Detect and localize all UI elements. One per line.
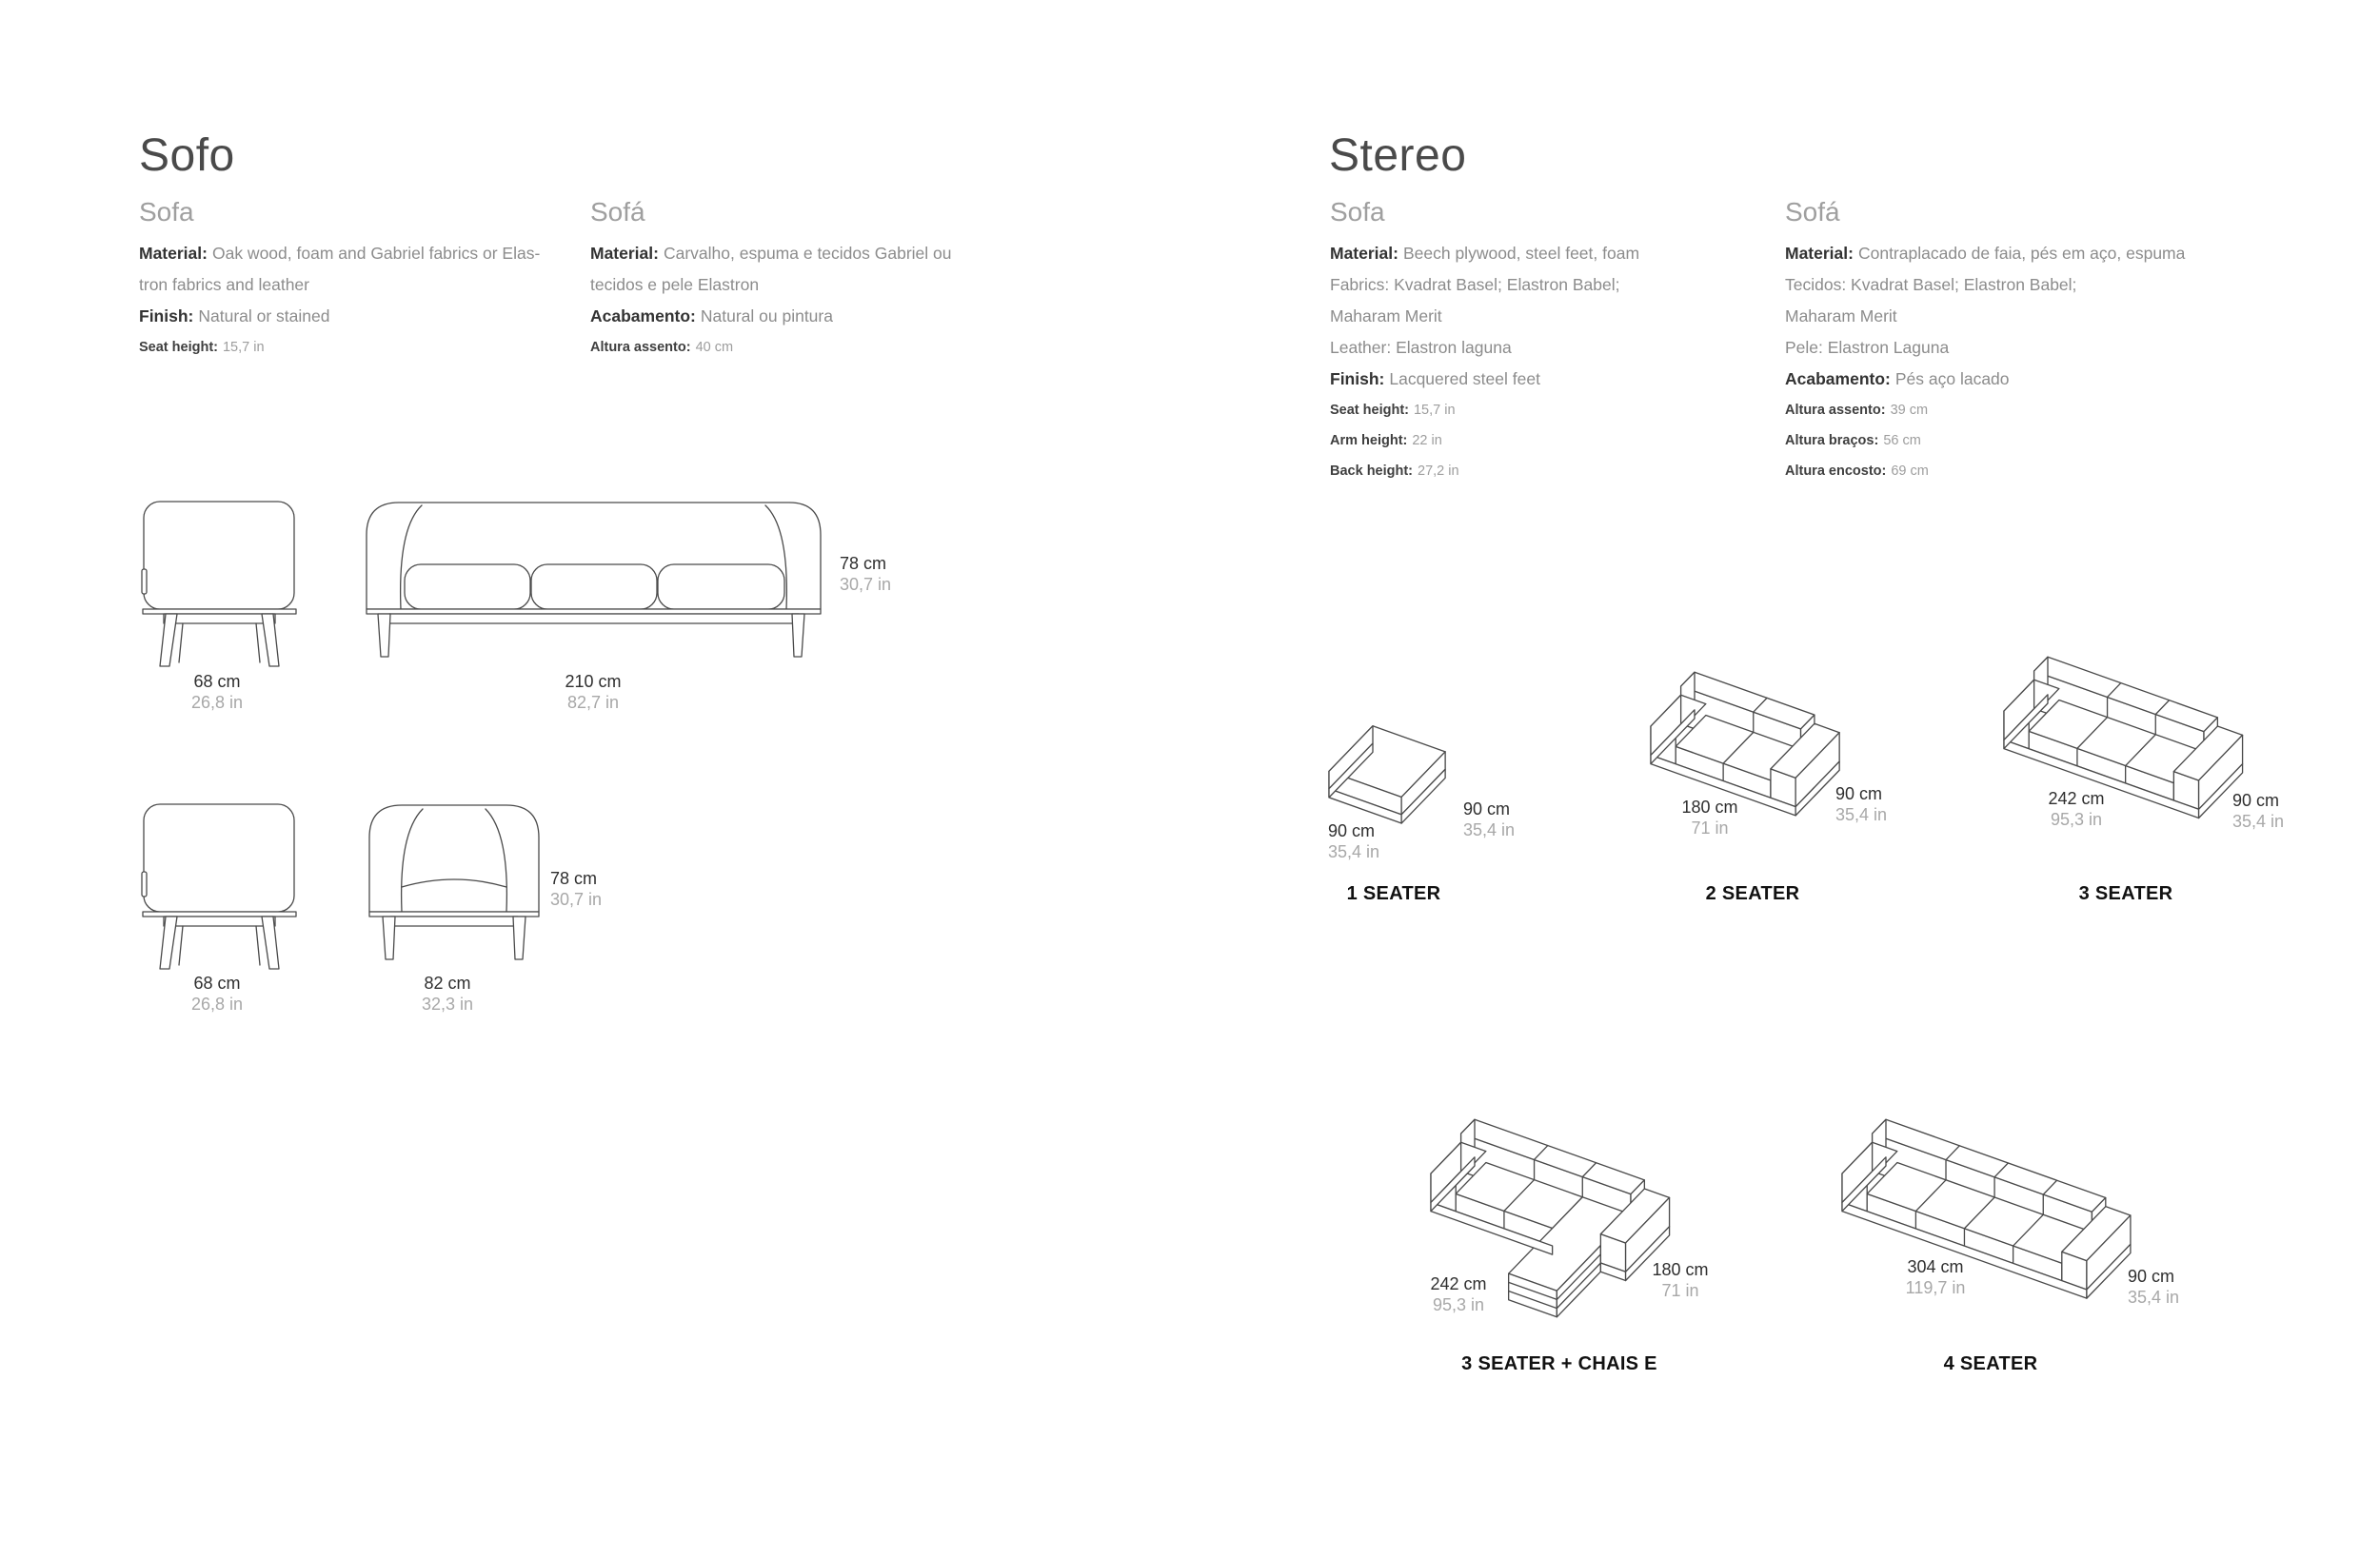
dim-3seater-width: 242 cm 95,3 in <box>2048 789 2105 829</box>
spec-line: Maharam Merit <box>1785 306 1897 325</box>
spec-line: Seat height: 15,7 in <box>1330 403 1456 418</box>
stereo-1-seater-drawing <box>1329 725 1449 826</box>
sofo-side-view-drawing <box>141 501 301 672</box>
module-label-2-seater: 2 SEATER <box>1705 883 1800 904</box>
dim-sofo-row1-side-width: 68 cm 26,8 in <box>190 672 244 712</box>
module-label-3-seater-chaise: 3 SEATER + CHAIS E <box>1461 1353 1657 1374</box>
spec-line: Finish: Lacquered steel feet <box>1330 369 1540 388</box>
spec-line: Tecidos: Kvadrat Basel; Elastron Babel; <box>1785 275 2077 294</box>
spec-line: Material: Carvalho, espuma e tecidos Gabriel ou <box>590 244 952 263</box>
dim-1seater-width: 90 cm 35,4 in <box>1328 821 1380 861</box>
spec-line: Altura braços: 56 cm <box>1785 433 1921 448</box>
dim-sofo-row2-side-width: 68 cm 26,8 in <box>190 974 244 1014</box>
spec-line: Leather: Elastron laguna <box>1330 338 1512 357</box>
armchair-front-outline <box>369 805 539 959</box>
dim-sofo-row1-height: 78 cm 30,7 in <box>840 554 892 594</box>
spec-line: Finish: Natural or stained <box>139 306 330 325</box>
dim-1seater-depth: 90 cm 35,4 in <box>1463 799 1516 839</box>
sofo-armchair-front-drawing <box>367 803 541 975</box>
stereo-specs-pt <box>1785 196 2232 486</box>
sofo-specs-pt <box>590 196 1038 363</box>
dim-sofo-row1-sofa-width: 210 cm 82,7 in <box>565 672 622 712</box>
stereo-2-seater-drawing <box>1651 672 1840 817</box>
spec-line: Maharam Merit <box>1330 306 1442 325</box>
sofa-front-outline <box>367 503 821 657</box>
sofo-side-view-drawing <box>141 803 301 975</box>
spec-line: Altura assento: 39 cm <box>1785 403 1929 418</box>
module-label-4-seater: 4 SEATER <box>1943 1353 2038 1374</box>
dim-sofo-row2-chair-width: 82 cm 32,3 in <box>421 974 474 1014</box>
spec-line: tron fabrics and leather <box>139 275 309 294</box>
dim-4seater-depth: 90 cm 35,4 in <box>2128 1267 2180 1307</box>
sofa-side-outline <box>142 502 296 666</box>
dim-3seater-chaise-width: 242 cm 95,3 in <box>1430 1274 1487 1314</box>
sofo-product-title: Sofo <box>139 130 235 181</box>
dim-2seater-depth: 90 cm 35,4 in <box>1835 784 1888 824</box>
spec-line: Altura assento: 40 cm <box>590 340 734 355</box>
spec-line: Seat height: 15,7 in <box>139 340 265 355</box>
module-label-1-seater: 1 SEATER <box>1346 883 1441 904</box>
spec-line: Material: Contraplacado de faia, pés em aço, espuma <box>1785 244 2186 263</box>
sofo-pt-subtitle: Sofá <box>590 197 645 227</box>
spec-line: Acabamento: Natural ou pintura <box>590 306 833 325</box>
spec-line: Arm height: 22 in <box>1330 433 1442 448</box>
spec-line: Acabamento: Pés aço lacado <box>1785 369 2010 388</box>
spec-line: Material: Beech plywood, steel feet, foam <box>1330 244 1640 263</box>
module-iso-1seater <box>1329 726 1445 823</box>
dim-2seater-width: 180 cm 71 in <box>1681 798 1738 838</box>
sofa-side-outline <box>142 804 296 969</box>
dim-sofo-row2-height: 78 cm 30,7 in <box>550 869 603 909</box>
spec-line: tecidos e pele Elastron <box>590 275 760 294</box>
stereo-specs-en <box>1330 196 1777 486</box>
spec-line: Altura encosto: 69 cm <box>1785 463 1929 479</box>
dim-4seater-width: 304 cm 119,7 in <box>1905 1257 1966 1297</box>
module-iso-2seater <box>1651 672 1839 816</box>
spec-line: Pele: Elastron Laguna <box>1785 338 1950 357</box>
stereo-en-subtitle: Sofa <box>1330 197 1385 227</box>
dim-3seater-chaise-depth: 180 cm 71 in <box>1652 1260 1709 1300</box>
dim-3seater-depth: 90 cm 35,4 in <box>2232 791 2285 831</box>
stereo-product-title: Stereo <box>1329 130 1467 181</box>
spec-line: Material: Oak wood, foam and Gabriel fabrics or Elas- <box>139 244 541 263</box>
stereo-pt-subtitle: Sofá <box>1785 197 1840 227</box>
module-label-3-seater: 3 SEATER <box>2078 883 2173 904</box>
sofo-en-subtitle: Sofa <box>139 197 194 227</box>
spec-line: Back height: 27,2 in <box>1330 463 1459 479</box>
sofo-three-seat-front-drawing <box>365 501 823 672</box>
sofo-specs-en <box>139 196 586 363</box>
spec-line: Fabrics: Kvadrat Basel; Elastron Babel; <box>1330 275 1620 294</box>
